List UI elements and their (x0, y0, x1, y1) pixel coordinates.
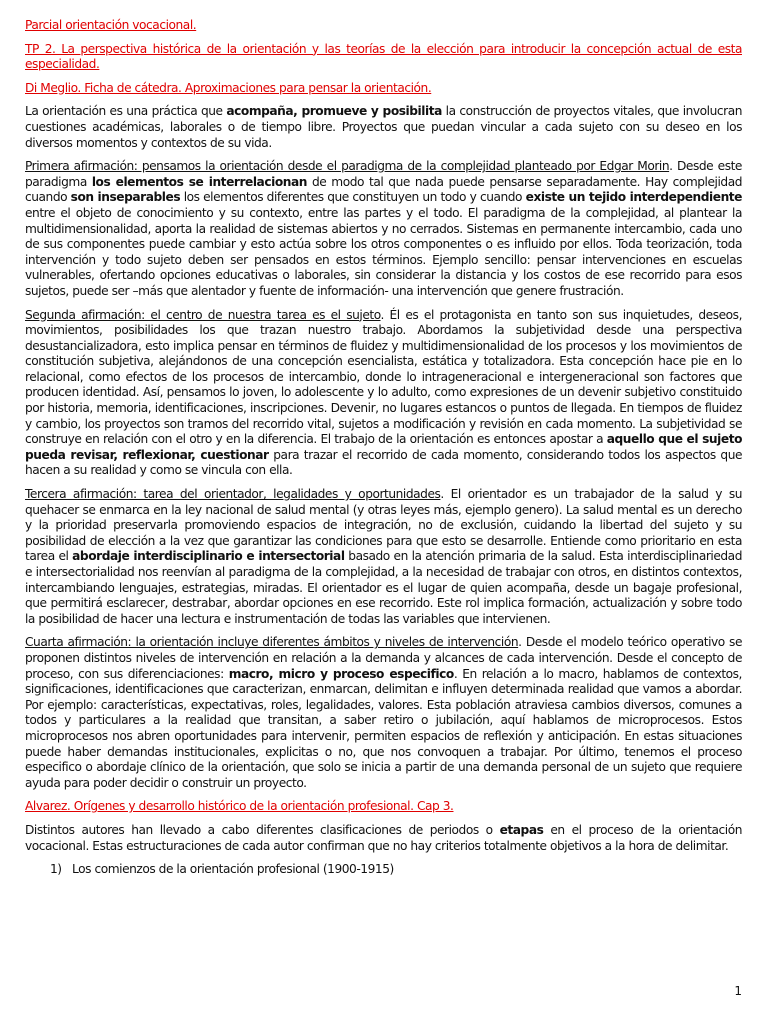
document-page (25, 18, 742, 878)
source-heading-di-meglio: Di Meglio. Ficha de cátedra. Aproximaciones para pensar la orientación. (25, 80, 432, 95)
list-item-text: Los comienzos de la orientación profesional (1900-1915) (72, 862, 394, 877)
list-item (50, 862, 742, 878)
intro-paragraph: La orientación es una práctica que acompaña, promueve y posibilita la construcción de proyectos vitales, que involucran cuestiones académicas, laborales o de tiempo libre. Proyectos que puedan vincular a cada sujeto con su deseo en los diversos momentos y contextos de su vida. (25, 104, 742, 150)
course-title: Parcial orientación vocacional. (25, 18, 197, 32)
fourth-statement-paragraph: Cuarta afirmación: la orientación incluye diferentes ámbitos y niveles de intervención. Desde el modelo teórico operativo se proponen distintos niveles de intervención en relación a la demanda y alcances de cada intervención. Desde el concepto de proceso, con sus diferenciaciones: macro, micro y proceso especifico. En relación a lo macro, hablamos de contextos, significaciones, identificaciones que caracterizan, enmarcan, delimitan e influyen determinada realidad que vamos a abordar. Por ejemplo: características, expectativas, roles, legalidades, valores. Esta población atraviesa cambios diversos, comunes a todos y particulares a la realidad que transitan, a saber retiro o jubilación, aquí hablamos de microprocesos. Estos microprocesos nos abren oportunidades para intervenir, permiten espacios de reflexión y anticipación. En estas situaciones puede haber demandas institucionales, explicitas o no, que nos convoquen a trabajar. Por último, tenemos el proceso especifico o abordaje clínico de la orientación, que solo se inicia a partir de una demanda personal de un sujeto que requiere ayuda para poder decidir o construir un proyecto. (25, 635, 742, 790)
stages-paragraph: Distintos autores han llevado a cabo diferentes clasificaciones de periodos o etapas en el proceso de la orientación vocacional. Estas estructuraciones de cada autor confirman que no hay criterios totalmente objetivos a la hora de delimitar. (25, 822, 742, 853)
first-statement-paragraph: Primera afirmación: pensamos la orientación desde el paradigma de la complejidad planteado por Edgar Morin. Desde este paradigma los elementos se interrelacionan de modo tal que nada puede pensarse separadamente. Hay complejidad cuando son inseparables los elementos diferentes que constituyen un todo y cuando existe un tejido interdependiente entre el objeto de conocimiento y su contexto, entre las partes y el todo. El paradigma de la complejidad, al plantear la multidimensionalidad, aporta la realidad de sistemas abiertos y no cerrados. Sistemas en permanente intercambio, cada uno de sus componentes puede cambiar y esto actúa sobre los otros componentes o es influido por ellos. Toda teorización, toda intervención y todo sujeto deben ser pensados en estos términos. Ejemplo sencillo: pensar intervenciones en escuelas vulnerables, ofertando opciones educativas o laborales, sin considerar la distancia y los costos de ese recorrido para esos sujetos, puede ser –más que alentador y fuente de información- una intervención que genere frustración. (25, 159, 742, 298)
third-statement-paragraph: Tercera afirmación: tarea del orientador, legalidades y oportunidades. El orientador es un trabajador de la salud y su quehacer se enmarca en la ley nacional de salud mental (y otras leyes más, ejemplo genero). La salud mental es un derecho y la prioridad preservarla promoviendo espacios de integración, no de exclusión, cuidando la libertad del sujeto y su posibilidad de elección a la vez que garantizar las condiciones para que esto se desarrolle. Entiende como prioritario en esta tarea el abordaje interdisciplinario e intersectorial basado en la atención primaria de la salud. Esta interdisciplinariedad e intersectorialidad nos reenvían al paradigma de la complejidad, a la necesidad de trabajar con otros, en distintos contextos, intercambiando lenguajes, estrategias, miradas. El orientador es el lugar de quien acompaña, desde un bagaje profesional, que permitirá esclarecer, destrabar, abordar opciones en ese recorrido. Este rol implica formación, actualización y sobre todo la posibilidad de hacer una lectura e instrumentación de todas las variables que intervienen. (25, 487, 742, 626)
second-statement-paragraph: Segunda afirmación: el centro de nuestra tarea es el sujeto. Él es el protagonista en tanto son sus inquietudes, deseos, movimientos, posibilidades los que trazan nuestro trabajo. Abordamos la subjetividad desde una perspectiva desustancializadora, esto implica pensar en términos de fluidez y multidimensionalidad de los procesos y los movimientos de constitución subjetiva, alejándonos de una concepción esencialista, estática y totalizadora. Esta concepción hace pie en lo relacional, como efectos de los procesos de intercambio, donde lo intrageneracional e intergeneracional son factores que producen identidad. Así, pensamos lo joven, lo adolescente y lo adulto, como expresiones de un devenir subjetivo constituido por historia, memoria, identificaciones, inscripciones. Devenir, no lugares estancos o puntos de llegada. En tiempos de fluidez y cambio, los proyectos son tramos del recorrido vital, sujetos a modificación y revisión en cada momento. La subjetividad se construye en relación con el otro y en la diferencia. El trabajo de la orientación es entonces apostar a aquello que el sujeto pueda revisar, reflexionar, cuestionar para trazar el recorrido de cada momento, considerando todos los aspectos que hacen a su realidad y como se vincula con ella. (25, 307, 743, 478)
list-item-number: 1) (50, 862, 62, 877)
source-heading-alvarez: Alvarez. Orígenes y desarrollo histórico de la orientación profesional. Cap 3. (25, 799, 454, 814)
tp-heading: TP 2. La perspectiva histórica de la orientación y las teorías de la elección para introducir la concepción actual de esta especialidad. (25, 41, 742, 72)
page-number: 1 (734, 984, 742, 998)
